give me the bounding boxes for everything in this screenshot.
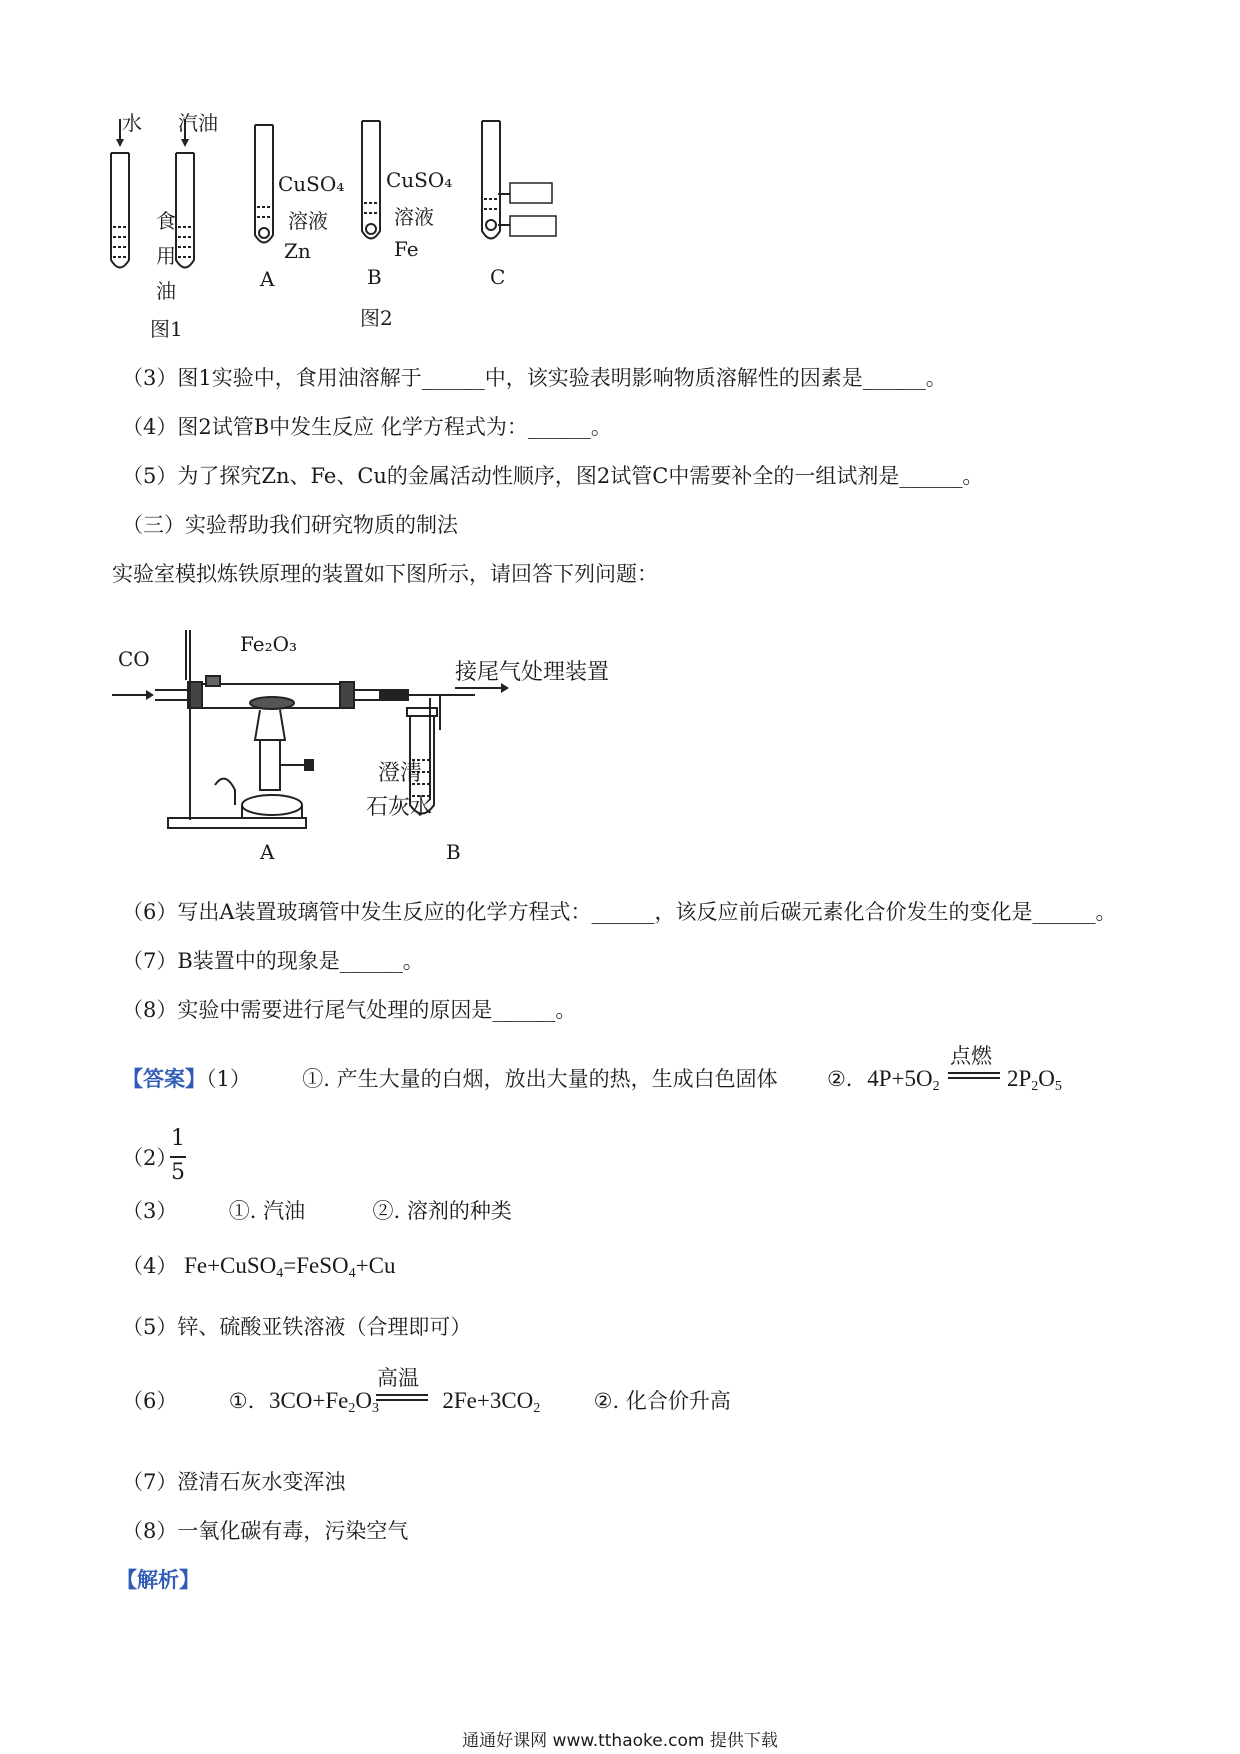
answer-2-fraction-bar bbox=[170, 1156, 186, 1158]
answer-6-eq-left2: O bbox=[355, 1388, 372, 1413]
apparatus-intro: 实验室模拟炼铁原理的装置如下图所示，请回答下列问题： bbox=[112, 562, 658, 586]
question-8: （8）实验中需要进行尾气处理的原因是______。 bbox=[122, 998, 577, 1022]
answer-6-eq-right: 2Fe+3CO bbox=[442, 1388, 534, 1413]
label-gasoline: 汽油 bbox=[178, 111, 218, 135]
answer-4-eq-end: +Cu bbox=[355, 1253, 396, 1278]
limewater-label-1: 澄清 bbox=[378, 761, 423, 786]
question-7: （7）B装置中的现象是______。 bbox=[122, 949, 424, 973]
question-4: （4）图2试管B中发生反应 化学方程式为：______。 bbox=[122, 415, 612, 439]
answer-1-condition: 点燃 bbox=[950, 1044, 992, 1068]
fe2o3-label: Fe₂O₃ bbox=[240, 632, 298, 656]
answer-1 bbox=[122, 1065, 1062, 1101]
exhaust-label: 接尾气处理装置 bbox=[455, 660, 610, 685]
answer-1-num: （1） bbox=[206, 1067, 251, 1091]
answer-1-part1: ①. 产生大量的白烟，放出大量的热，生成白色固体 bbox=[302, 1067, 778, 1091]
answer-6-num: （6） bbox=[122, 1389, 178, 1413]
answer-4-num: （4） bbox=[122, 1254, 178, 1278]
answer-1-part2-prefix: ②. bbox=[826, 1067, 853, 1091]
tube-C bbox=[482, 121, 556, 239]
answer-3-part1: ①. 汽油 bbox=[228, 1199, 306, 1223]
answer-6-eq-bar-top bbox=[376, 1394, 428, 1396]
answer-2-num: （2） bbox=[122, 1146, 178, 1170]
question-5: （5）为了探究Zn、Fe、Cu的金属活动性顺序，图2试管C中需要补全的一组试剂是______。 bbox=[122, 464, 984, 488]
answer-4-sub2: 4 bbox=[348, 1266, 356, 1281]
apparatus-label-A: A bbox=[260, 840, 275, 864]
answer-1-eq-right-sub2: 5 bbox=[1054, 1079, 1062, 1094]
tube-A-label: A bbox=[260, 267, 275, 291]
question-3: （3）图1实验中，食用油溶解于______中，该实验表明影响物质溶解性的因素是______。 bbox=[122, 366, 947, 390]
answer-1-eq-bar-bottom bbox=[948, 1077, 1000, 1079]
tube-A-reagent: CuSO₄ bbox=[278, 172, 345, 196]
label-oil-1: 食 bbox=[156, 209, 176, 233]
tube-B bbox=[362, 121, 380, 239]
answer-6-sub3: 2 bbox=[533, 1401, 541, 1416]
answer-6-eq-left: 3CO+Fe bbox=[268, 1388, 349, 1413]
tube-A bbox=[255, 125, 273, 243]
tube-water bbox=[111, 119, 129, 268]
figure-1-caption: 图1 bbox=[150, 317, 183, 341]
analysis-tag: 【解析】 bbox=[116, 1567, 200, 1592]
answer-4-eq-mid: =FeSO bbox=[283, 1253, 349, 1278]
answer-1-eq-bar-top bbox=[948, 1072, 1000, 1074]
label-oil-3: 油 bbox=[156, 279, 176, 303]
answer-6 bbox=[122, 1387, 731, 1423]
label-oil-2: 用 bbox=[156, 244, 176, 268]
question-6: （6）写出A装置玻璃管中发生反应的化学方程式：______，该反应前后碳元素化合价发生的变化是______。 bbox=[122, 900, 1117, 924]
answer-3-num: （3） bbox=[122, 1199, 178, 1223]
apparatus-label-B: B bbox=[446, 840, 461, 864]
answer-6-sub2: 3 bbox=[372, 1401, 379, 1416]
answer-1-eq-right: 2P bbox=[1006, 1066, 1032, 1091]
answer-4 bbox=[122, 1252, 395, 1288]
answer-2-denominator: 5 bbox=[171, 1160, 185, 1185]
figure-2-caption: 图2 bbox=[360, 306, 393, 330]
answer-6-part1-prefix: ①. bbox=[228, 1389, 255, 1413]
limewater-label-2: 石灰水 bbox=[366, 795, 433, 820]
answer-5: （5）锌、硫酸亚铁溶液（合理即可） bbox=[122, 1315, 472, 1339]
answer-3 bbox=[122, 1197, 512, 1225]
answer-6-part2: ②. 化合价升高 bbox=[593, 1389, 731, 1413]
tube-A-metal: Zn bbox=[284, 239, 311, 263]
answer-1-eq-right-mid: O bbox=[1038, 1066, 1055, 1091]
tube-gasoline bbox=[176, 119, 194, 268]
label-water: 水 bbox=[122, 111, 142, 135]
answer-2-numerator: 1 bbox=[171, 1126, 185, 1151]
co-label: CO bbox=[118, 647, 150, 671]
tube-A-reagent2: 溶液 bbox=[288, 209, 328, 233]
answer-4-sub1: 4 bbox=[276, 1266, 284, 1281]
tube-C-label: C bbox=[490, 265, 506, 289]
answer-3-part2: ②. 溶剂的种类 bbox=[372, 1199, 512, 1223]
section-3-heading: （三）实验帮助我们研究物质的制法 bbox=[122, 513, 458, 537]
tube-B-metal: Fe bbox=[394, 237, 419, 261]
tube-B-reagent: CuSO₄ bbox=[386, 168, 453, 192]
answer-8: （8）一氧化碳有毒，污染空气 bbox=[122, 1519, 409, 1543]
answer-1-eq-left-sub: 2 bbox=[932, 1079, 940, 1094]
answer-tag: 【答案】 bbox=[122, 1066, 206, 1091]
answer-1-eq-left: 4P+5O bbox=[867, 1066, 933, 1091]
answer-4-eq: Fe+CuSO bbox=[184, 1253, 277, 1278]
tube-B-label: B bbox=[367, 265, 382, 289]
answer-1-eq-right-sub1: 2 bbox=[1031, 1079, 1039, 1094]
answer-6-condition: 高温 bbox=[377, 1366, 419, 1390]
page-footer: 通通好课网 www.tthaoke.com 提供下载 bbox=[462, 1731, 778, 1751]
tube-B-reagent2: 溶液 bbox=[394, 205, 434, 229]
answer-7: （7）澄清石灰水变浑浊 bbox=[122, 1470, 346, 1494]
answer-6-eq-bar-bottom bbox=[376, 1399, 428, 1401]
answer-6-sub1: 2 bbox=[348, 1401, 356, 1416]
